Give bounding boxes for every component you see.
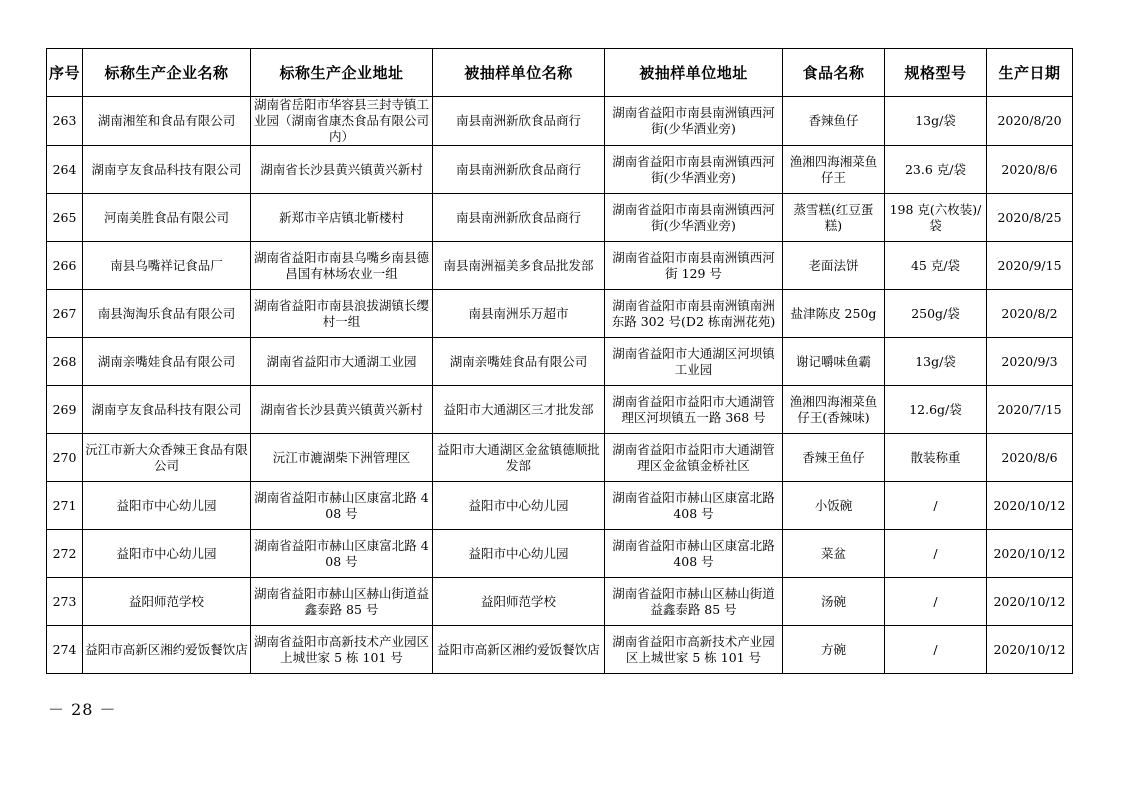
col-food-name-cell: 盐津陈皮 250g [783,290,885,338]
col-food-name-cell: 渔湘四海湘菜鱼仔王(香辣味) [783,386,885,434]
table-row [47,482,1073,530]
col-food-name-cell: 方碗 [783,626,885,674]
col-sampled-unit-name-cell: 南县南洲新欣食品商行 [433,146,605,194]
col-index-cell: 265 [47,194,83,242]
col-manufacturer-address-cell: 沅江市漉湖柴下洲管理区 [251,434,433,482]
col-food-name-cell: 菜盆 [783,530,885,578]
col-food-name-cell: 香辣王鱼仔 [783,434,885,482]
col-specification-cell: / [885,626,987,674]
col-sampled-unit-name-cell: 湖南亲嘴娃食品有限公司 [433,338,605,386]
col-production-date-cell: 2020/8/6 [987,146,1073,194]
col-index-cell: 273 [47,578,83,626]
col-food-name-cell: 蒸雪糕(红豆蛋糕) [783,194,885,242]
table-row [47,290,1073,338]
col-sampled-unit-address-cell: 湖南省益阳市南县南洲镇西河街(少华酒业旁) [605,146,783,194]
header-col-sampled-unit-address: 被抽样单位地址 [605,49,783,97]
table-row [47,338,1073,386]
header-col-index: 序号 [47,49,83,97]
col-sampled-unit-address-cell: 湖南省益阳市益阳市大通湖管理区金盆镇金桥社区 [605,434,783,482]
table-row [47,194,1073,242]
col-sampled-unit-name-cell: 南县南洲新欣食品商行 [433,194,605,242]
col-sampled-unit-address-cell: 湖南省益阳市南县南洲镇南洲东路 302 号(D2 栋南洲花苑) [605,290,783,338]
col-specification-cell: 13g/袋 [885,97,987,146]
col-production-date-cell: 2020/8/20 [987,97,1073,146]
col-specification-cell: / [885,482,987,530]
col-sampled-unit-address-cell: 湖南省益阳市赫山区康富北路 408 号 [605,482,783,530]
col-manufacturer-name-cell: 益阳市高新区湘约爱饭餐饮店 [83,626,251,674]
header-col-manufacturer-address: 标称生产企业地址 [251,49,433,97]
col-sampled-unit-name-cell: 益阳市中心幼儿园 [433,482,605,530]
col-specification-cell: / [885,578,987,626]
table-body [47,97,1073,674]
col-manufacturer-name-cell: 益阳师范学校 [83,578,251,626]
col-manufacturer-address-cell: 新郑市辛店镇北靳楼村 [251,194,433,242]
table-row [47,434,1073,482]
col-specification-cell: 13g/袋 [885,338,987,386]
col-food-name-cell: 谢记嚼味鱼霸 [783,338,885,386]
col-index-cell: 269 [47,386,83,434]
table-header-row [47,49,1073,97]
col-manufacturer-address-cell: 湖南省益阳市赫山区康富北路 408 号 [251,482,433,530]
col-production-date-cell: 2020/10/12 [987,578,1073,626]
col-production-date-cell: 2020/9/15 [987,242,1073,290]
table-row [47,97,1073,146]
col-specification-cell: 12.6g/袋 [885,386,987,434]
col-sampled-unit-address-cell: 湖南省益阳市南县南洲镇西河街 129 号 [605,242,783,290]
col-specification-cell: 198 克(六枚装)/袋 [885,194,987,242]
col-sampled-unit-name-cell: 益阳师范学校 [433,578,605,626]
col-sampled-unit-name-cell: 益阳市大通湖区三才批发部 [433,386,605,434]
col-manufacturer-address-cell: 湖南省岳阳市华容县三封寺镇工业园（湖南省康杰食品有限公司内） [251,97,433,146]
header-col-sampled-unit-name: 被抽样单位名称 [433,49,605,97]
col-manufacturer-name-cell: 湖南亨友食品科技有限公司 [83,386,251,434]
col-manufacturer-name-cell: 南县乌嘴祥记食品厂 [83,242,251,290]
col-production-date-cell: 2020/8/6 [987,434,1073,482]
col-production-date-cell: 2020/10/12 [987,482,1073,530]
header-col-production-date: 生产日期 [987,49,1073,97]
col-production-date-cell: 2020/10/12 [987,530,1073,578]
col-index-cell: 268 [47,338,83,386]
col-specification-cell: 45 克/袋 [885,242,987,290]
col-sampled-unit-address-cell: 湖南省益阳市大通湖区河坝镇工业园 [605,338,783,386]
col-sampled-unit-address-cell: 湖南省益阳市赫山区康富北路 408 号 [605,530,783,578]
col-manufacturer-name-cell: 湖南亨友食品科技有限公司 [83,146,251,194]
col-manufacturer-address-cell: 湖南省益阳市大通湖工业园 [251,338,433,386]
col-manufacturer-name-cell: 益阳市中心幼儿园 [83,530,251,578]
col-production-date-cell: 2020/9/3 [987,338,1073,386]
col-sampled-unit-name-cell: 南县南洲福美多食品批发部 [433,242,605,290]
col-sampled-unit-name-cell: 益阳市大通湖区金盆镇德顺批发部 [433,434,605,482]
header-col-specification: 规格型号 [885,49,987,97]
table-row [47,242,1073,290]
col-index-cell: 271 [47,482,83,530]
sampling-results-table [46,48,1073,674]
col-manufacturer-address-cell: 湖南省益阳市赫山区康富北路 408 号 [251,530,433,578]
col-manufacturer-name-cell: 益阳市中心幼儿园 [83,482,251,530]
col-manufacturer-name-cell: 湖南亲嘴娃食品有限公司 [83,338,251,386]
col-manufacturer-address-cell: 湖南省益阳市赫山区赫山街道益鑫泰路 85 号 [251,578,433,626]
col-manufacturer-address-cell: 湖南省益阳市南县浪拔湖镇长缨村一组 [251,290,433,338]
col-food-name-cell: 汤碗 [783,578,885,626]
col-sampled-unit-name-cell: 益阳市中心幼儿园 [433,530,605,578]
col-specification-cell: / [885,530,987,578]
col-index-cell: 274 [47,626,83,674]
col-sampled-unit-name-cell: 南县南洲乐万超市 [433,290,605,338]
col-specification-cell: 23.6 克/袋 [885,146,987,194]
col-food-name-cell: 小饭碗 [783,482,885,530]
col-manufacturer-name-cell: 湖南湘笙和食品有限公司 [83,97,251,146]
col-sampled-unit-address-cell: 湖南省益阳市赫山区赫山街道益鑫泰路 85 号 [605,578,783,626]
col-sampled-unit-name-cell: 南县南洲新欣食品商行 [433,97,605,146]
table-row [47,386,1073,434]
table-row [47,626,1073,674]
col-production-date-cell: 2020/10/12 [987,626,1073,674]
col-sampled-unit-address-cell: 湖南省益阳市南县南洲镇西河街(少华酒业旁) [605,97,783,146]
table-row [47,578,1073,626]
col-production-date-cell: 2020/7/15 [987,386,1073,434]
col-specification-cell: 250g/袋 [885,290,987,338]
col-food-name-cell: 香辣鱼仔 [783,97,885,146]
header-col-food-name: 食品名称 [783,49,885,97]
col-index-cell: 263 [47,97,83,146]
col-sampled-unit-address-cell: 湖南省益阳市南县南洲镇西河街(少华酒业旁) [605,194,783,242]
col-sampled-unit-address-cell: 湖南省益阳市益阳市大通湖管理区河坝镇五一路 368 号 [605,386,783,434]
col-manufacturer-name-cell: 河南美胜食品有限公司 [83,194,251,242]
col-manufacturer-address-cell: 湖南省益阳市高新技术产业园区上城世家 5 栋 101 号 [251,626,433,674]
table-row [47,530,1073,578]
col-manufacturer-address-cell: 湖南省益阳市南县乌嘴乡南县德昌国有林场农业一组 [251,242,433,290]
col-food-name-cell: 渔湘四海湘菜鱼仔王 [783,146,885,194]
col-manufacturer-address-cell: 湖南省长沙县黄兴镇黄兴新村 [251,146,433,194]
col-specification-cell: 散装称重 [885,434,987,482]
col-sampled-unit-name-cell: 益阳市高新区湘约爱饭餐饮店 [433,626,605,674]
col-manufacturer-address-cell: 湖南省长沙县黄兴镇黄兴新村 [251,386,433,434]
col-manufacturer-name-cell: 南县淘淘乐食品有限公司 [83,290,251,338]
page-number: － 28 － [48,700,117,719]
header-col-manufacturer-name: 标称生产企业名称 [83,49,251,97]
col-index-cell: 267 [47,290,83,338]
col-index-cell: 266 [47,242,83,290]
col-production-date-cell: 2020/8/25 [987,194,1073,242]
table-row [47,146,1073,194]
col-index-cell: 270 [47,434,83,482]
col-index-cell: 264 [47,146,83,194]
col-manufacturer-name-cell: 沅江市新大众香辣王食品有限公司 [83,434,251,482]
col-production-date-cell: 2020/8/2 [987,290,1073,338]
col-sampled-unit-address-cell: 湖南省益阳市高新技术产业园区上城世家 5 栋 101 号 [605,626,783,674]
col-index-cell: 272 [47,530,83,578]
col-food-name-cell: 老面法饼 [783,242,885,290]
